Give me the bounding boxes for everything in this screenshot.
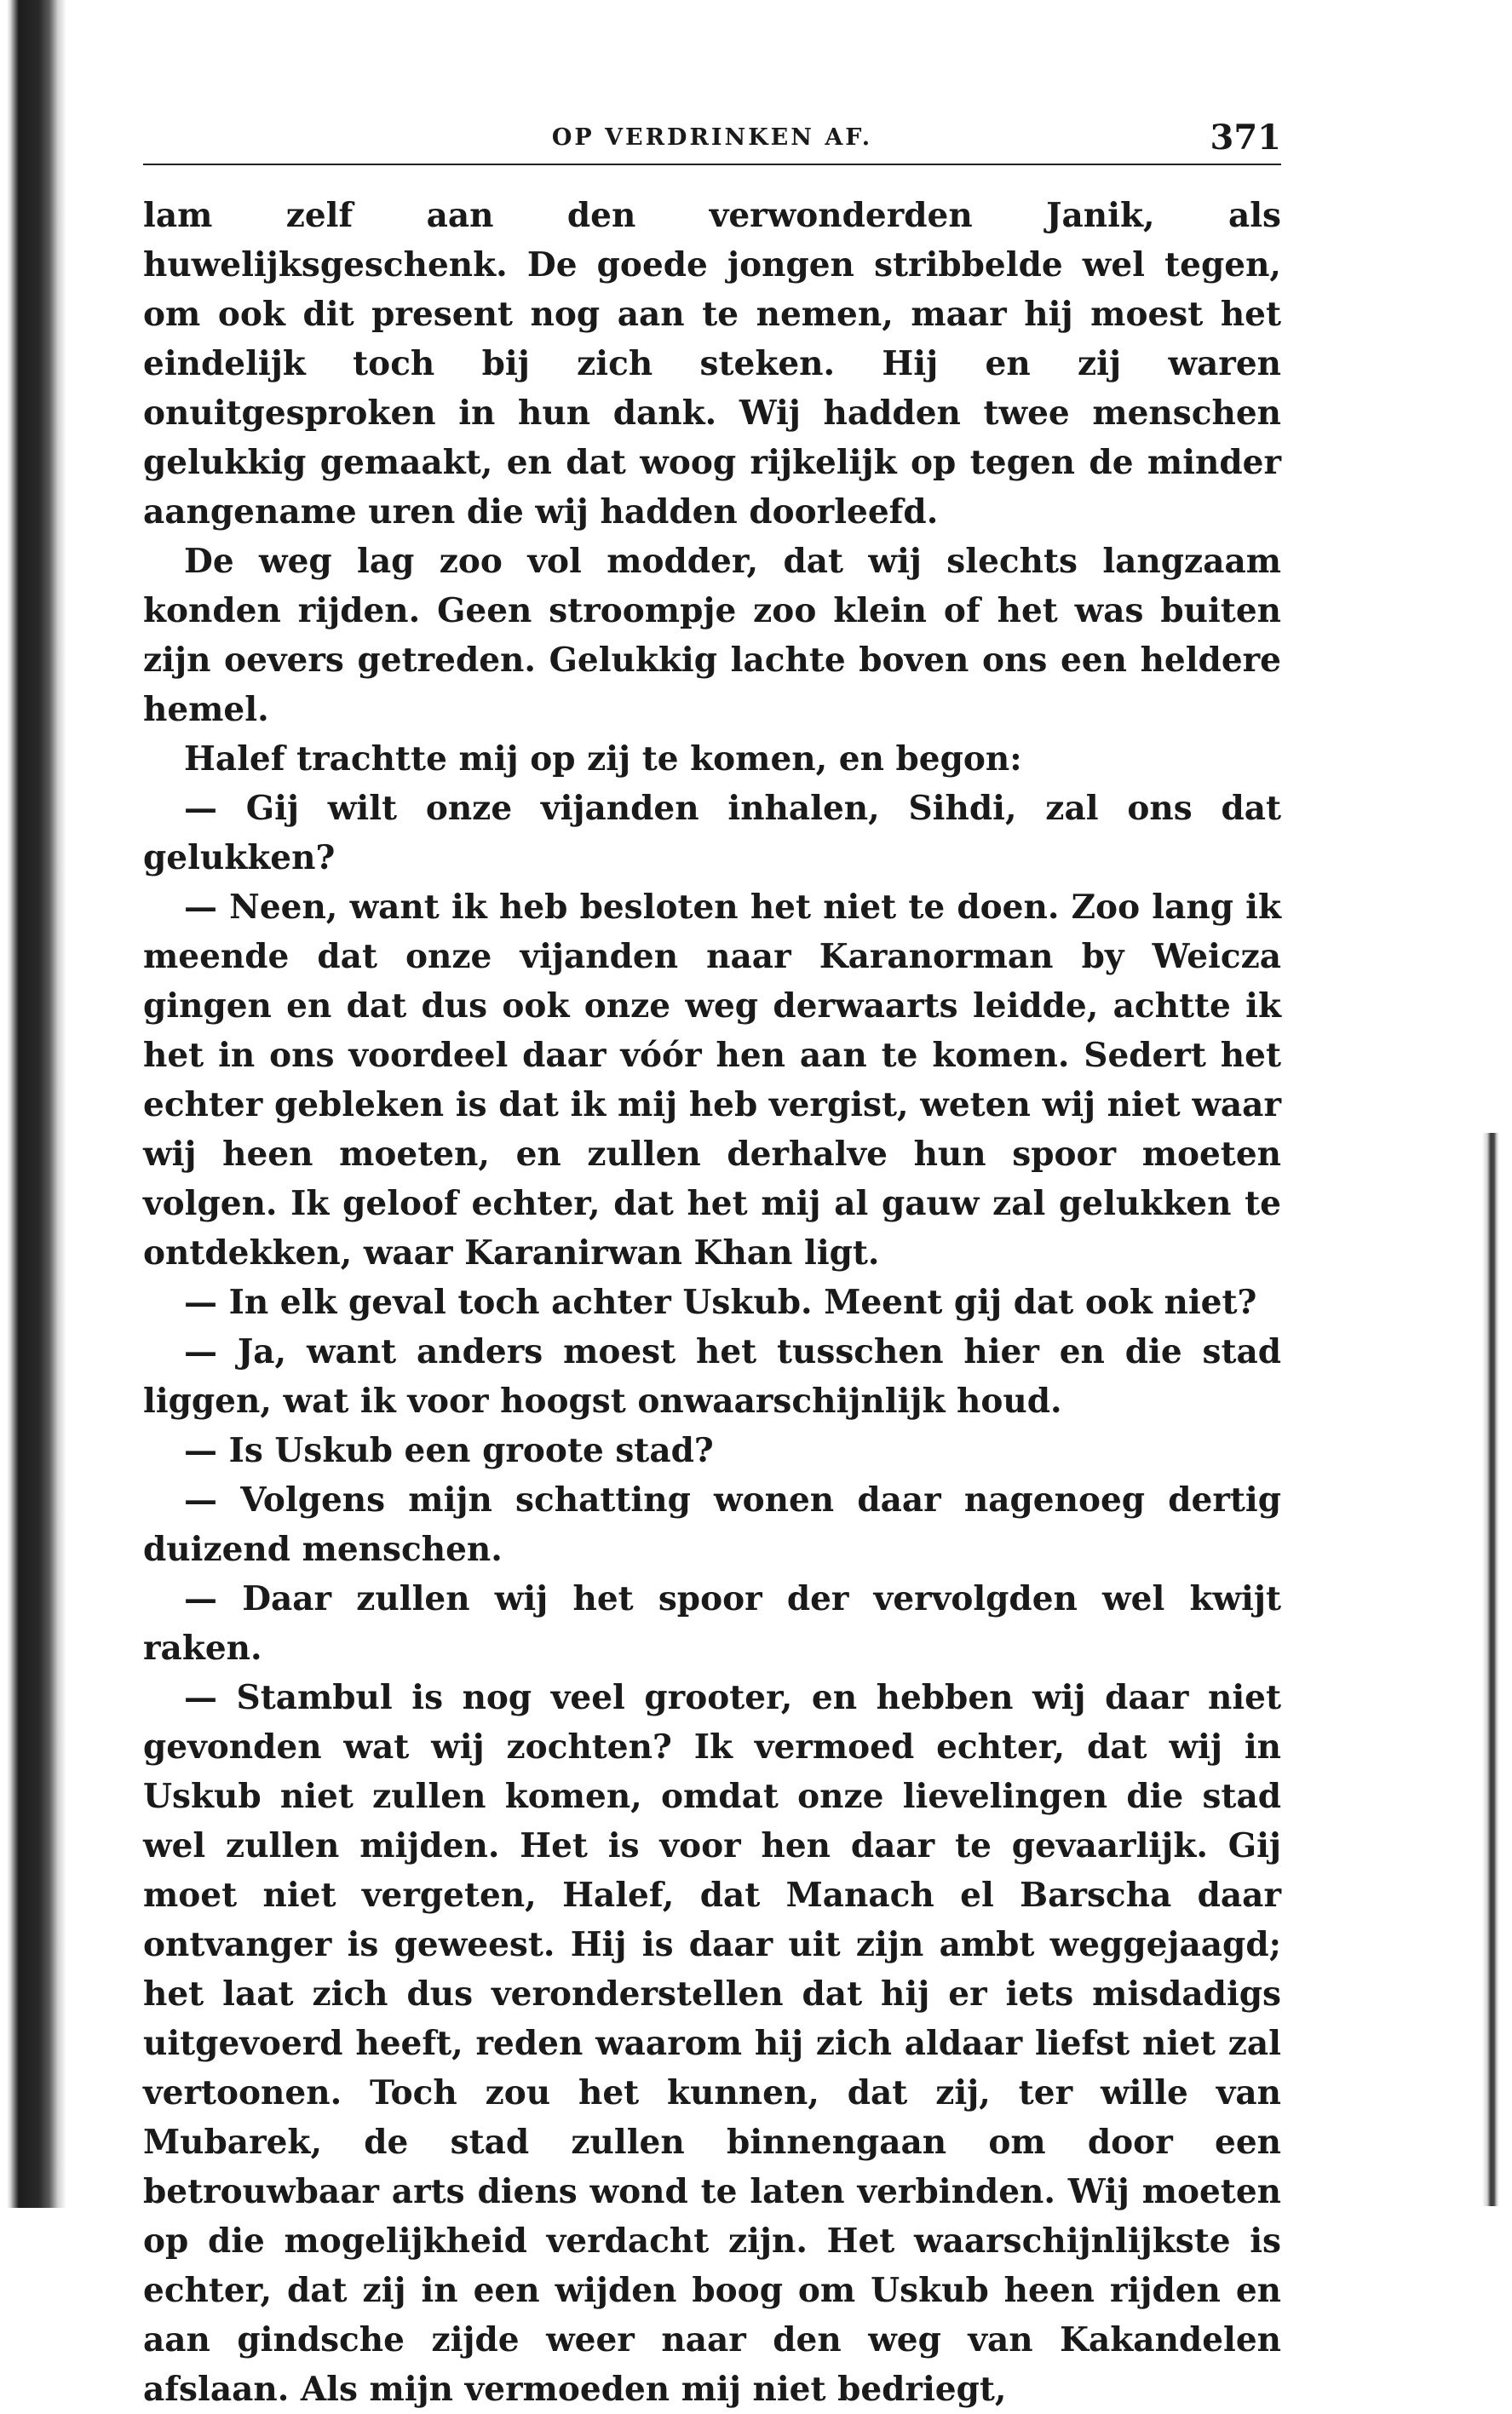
- running-title: OP VERDRINKEN AF.: [551, 124, 873, 151]
- dialogue-paragraph: — Gij wilt onze vijanden inhalen, Sihdi, zal ons dat gelukken?: [143, 789, 1281, 877]
- body-text: [143, 191, 1281, 2414]
- book-page: [143, 119, 1281, 2414]
- dialogue-paragraph: — Neen, want ik heb besloten het niet te doen. Zoo lang ik meende dat onze vijanden naar Karanorman by Weicza gingen en dat dus ook onze weg derwaarts leidde, achtte ik het in ons voordeel daar vóór hen aan te komen. Sedert het echter gebleken is dat ik mij heb vergist, weten wij niet waar wij heen moeten, en zullen derhalve hun spoor moeten volgen. Ik geloof echter, dat het mij al gauw zal gelukken te ontdekken, waar Karanirwan Khan ligt.: [143, 888, 1281, 1273]
- running-header: [143, 119, 1281, 165]
- dialogue-paragraph: — Daar zullen wij het spoor der vervolgden wel kwijt raken.: [143, 1579, 1281, 1668]
- dialogue-paragraph: — Ja, want anders moest het tusschen hier en die stad liggen, wat ik voor hoogst onwaarschijnlijk houd.: [143, 1332, 1281, 1421]
- dialogue-paragraph: — Is Uskub een groote stad?: [184, 1431, 714, 1470]
- dialogue-paragraph: — In elk geval toch achter Uskub. Meent gij dat ook niet?: [184, 1283, 1257, 1322]
- paragraph: lam zelf aan den verwonderden Janik, als huwelijksgeschenk. De goede jongen stribbelde wel tegen, om ook dit present nog aan te nemen, maar hij moest het eindelijk toch bij zich steken. Hij en zij waren onuitgesproken in hun dank. Wij hadden twee menschen gelukkig gemaakt, en dat woog rijkelijk op tegen de minder aangename uren die wij hadden doorleefd.: [143, 196, 1281, 532]
- dialogue-paragraph: — Volgens mijn schatting wonen daar nagenoeg dertig duizend menschen.: [143, 1480, 1281, 1569]
- scan-edge-shadow: [1482, 1133, 1499, 2206]
- paragraph: Halef trachtte mij op zij te komen, en begon:: [184, 739, 1022, 779]
- scan-binding-shadow: [0, 0, 66, 2208]
- page-number: 371: [1210, 118, 1281, 158]
- dialogue-paragraph: — Stambul is nog veel grooter, en hebben wij daar niet gevonden wat wij zochten? Ik vermoed echter, dat wij in Uskub niet zullen komen, omdat onze lievelingen die stad wel zullen mijden. Het is voor hen daar te gevaarlijk. Gij moet niet vergeten, Halef, dat Manach el Barscha daar ontvanger is geweest. Hij is daar uit zijn ambt weggejaagd; het laat zich dus veronderstellen dat hij er iets misdadigs uitgevoerd heeft, reden waarom hij zich aldaar liefst niet zal vertoonen. Toch zou het kunnen, dat zij, ter wille van Mubarek, de stad zullen binnengaan om door een betrouwbaar arts diens wond te laten verbinden. Wij moeten op die mogelijkheid verdacht zijn. Het waarschijnlijkste is echter, dat zij in een wijden boog om Uskub heen rijden en aan gindsche zijde weer naar den weg van Kakandelen afslaan. Als mijn vermoeden mij niet bedriegt,: [143, 1678, 1281, 2409]
- paragraph: De weg lag zoo vol modder, dat wij slechts langzaam konden rijden. Geen stroompje zoo klein of het was buiten zijn oevers getreden. Gelukkig lachte boven ons een heldere hemel.: [143, 542, 1281, 729]
